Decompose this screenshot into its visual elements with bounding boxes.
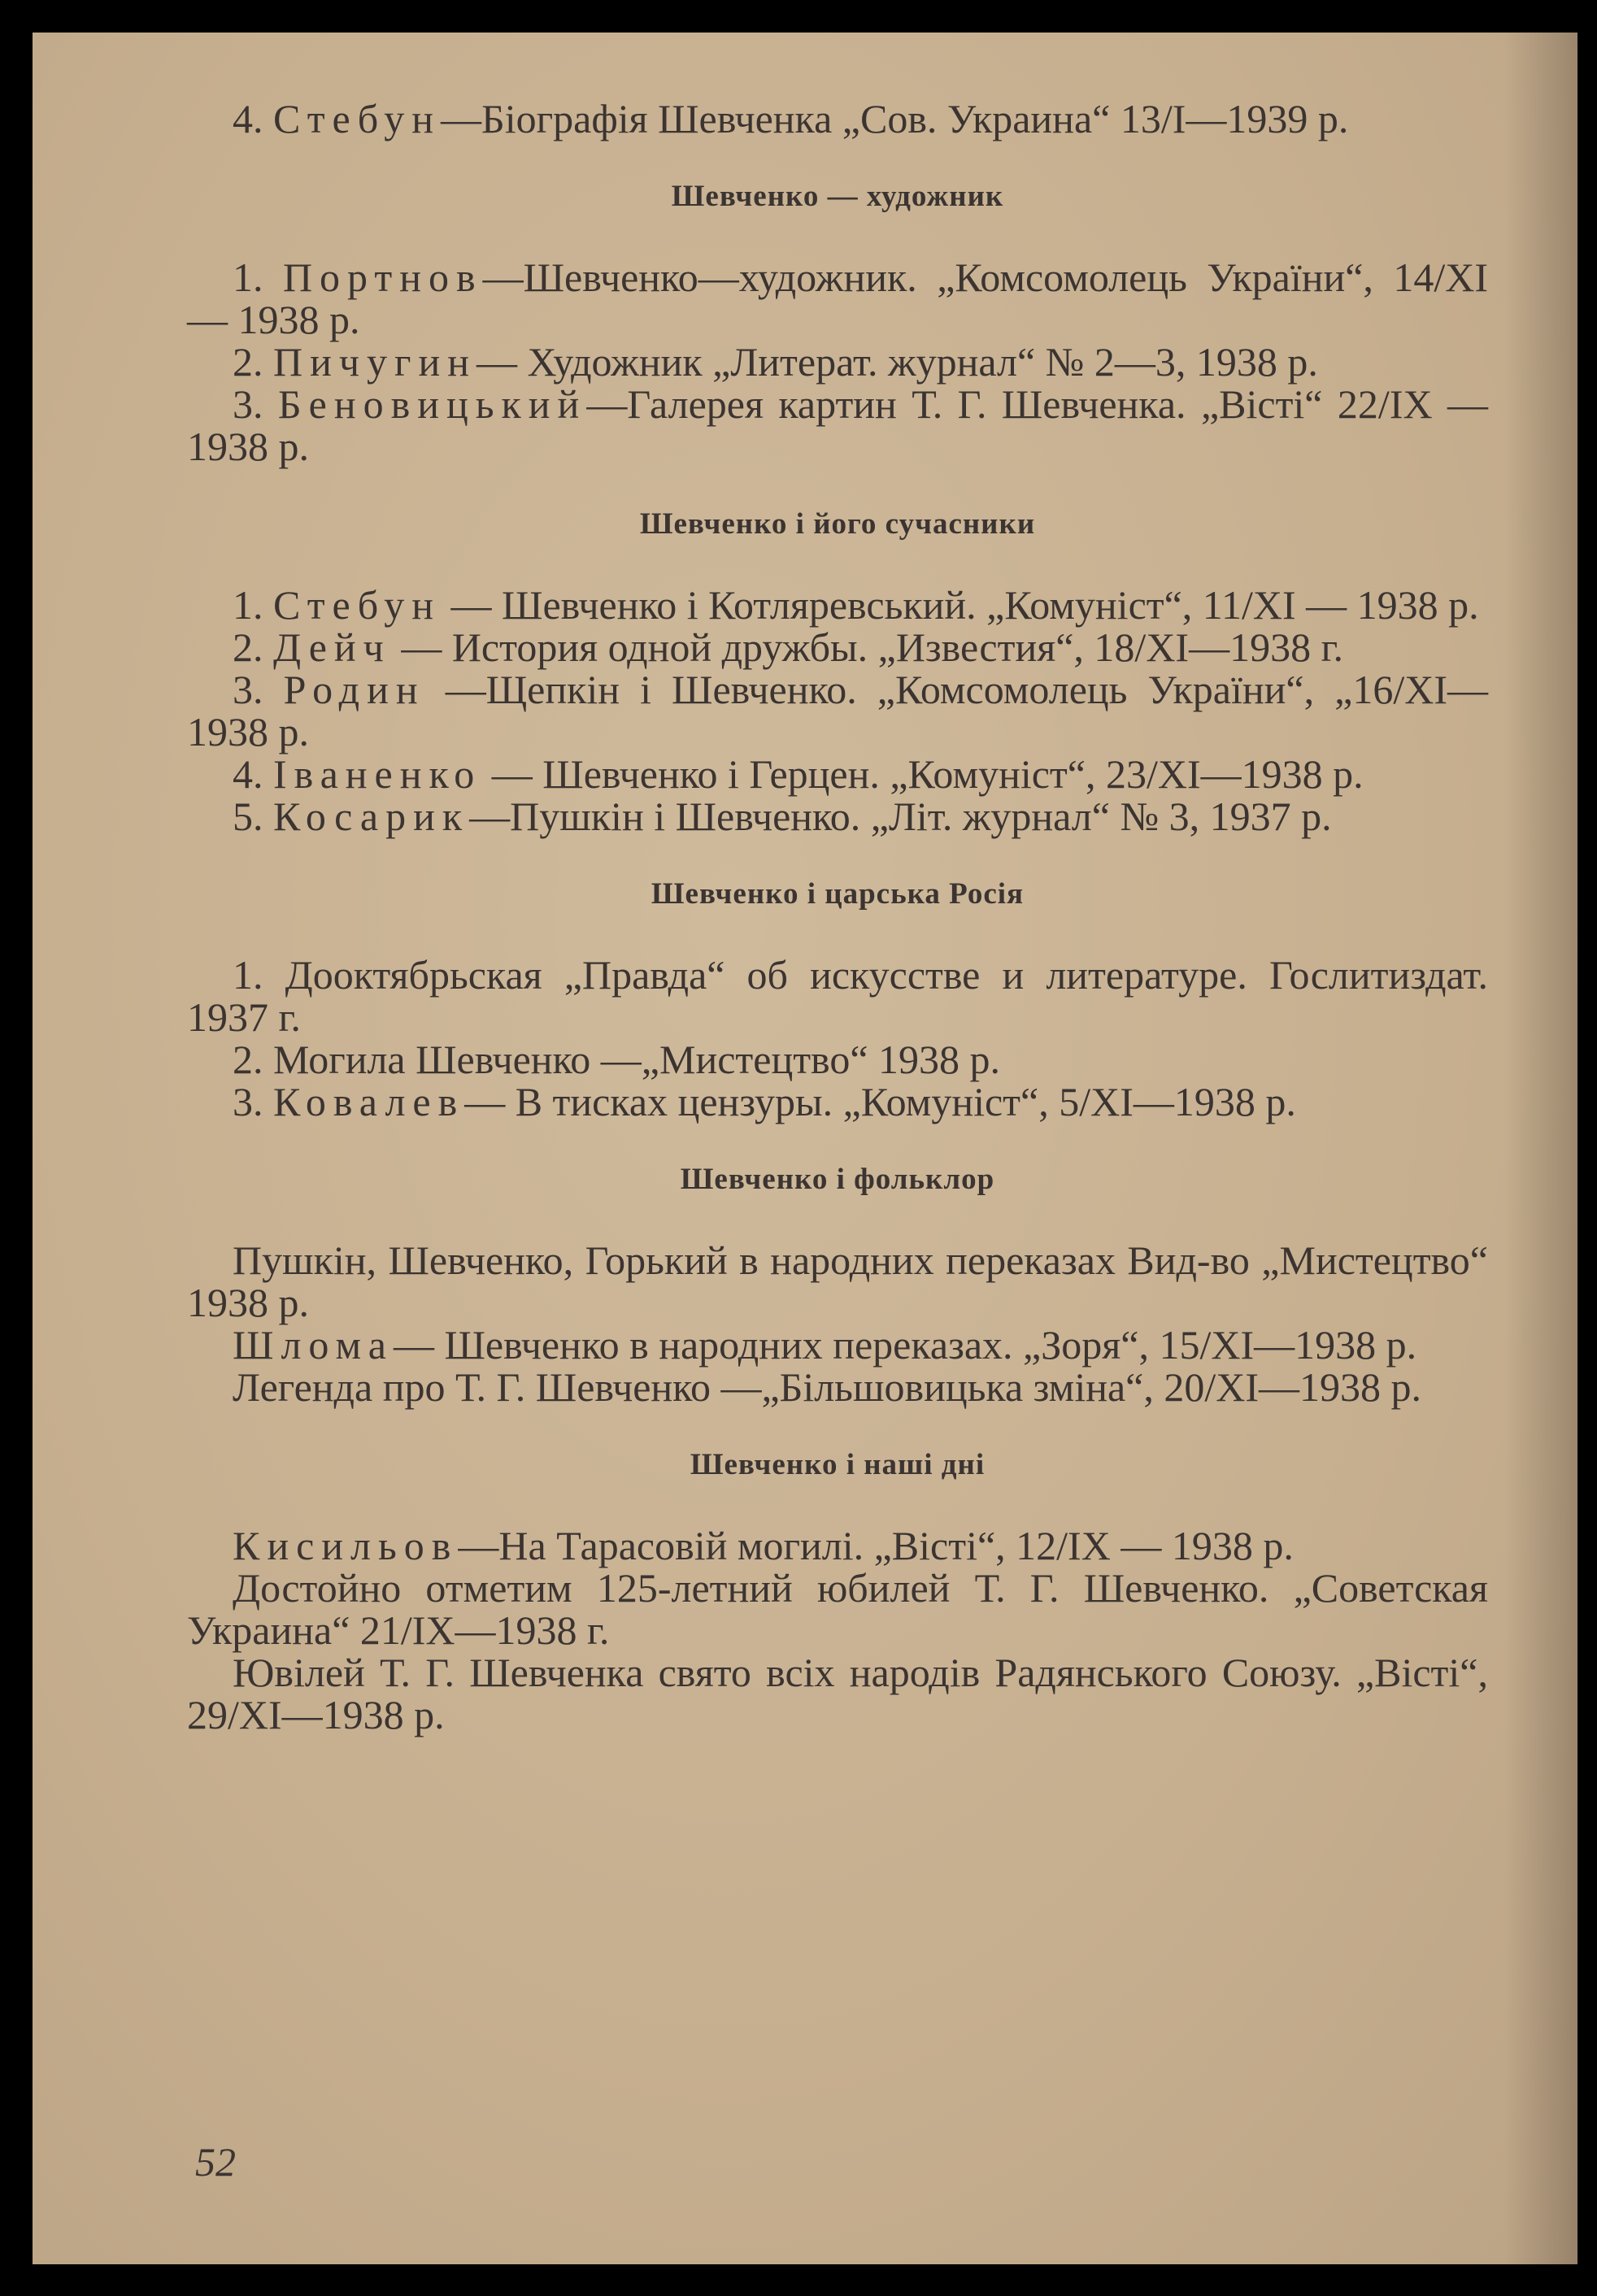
bibliography-entry <box>187 1651 1488 1736</box>
entry-text: Пушкін, Шевченко, Горький в народних переказах Вид-во „Мистецтво“ 1938 р. <box>187 1237 1488 1325</box>
section <box>187 876 1488 1123</box>
bibliography-entry <box>187 753 1488 795</box>
section <box>187 507 1488 837</box>
bibliography-entry <box>187 668 1488 753</box>
entry-text: —Галерея картин Т. Г. Шевченка. „Вісті“ 22/IX — 1938 р. <box>187 381 1488 469</box>
entry-text: —Щепкін і Шевченко. „Комсомолець України“, „16/XI—1938 р. <box>187 667 1488 754</box>
bibliography-entry <box>187 1324 1488 1366</box>
entry-author: Родин <box>283 667 425 712</box>
entry-text: Ювілей Т. Г. Шевченка свято всіх народів Радянського Союзу. „Вісті“, 29/XI—1938 р. <box>187 1650 1488 1737</box>
entry-number: 3. <box>233 667 284 712</box>
entry-author: Іваненко <box>273 751 482 797</box>
entry-number: 2. <box>233 339 273 385</box>
intro-entries <box>187 98 1488 140</box>
entry-text: 2. Могила Шевченко —„Мистецтво“ 1938 р. <box>233 1037 1001 1082</box>
entry-number: 3. <box>233 1079 273 1124</box>
page-number: 52 <box>195 2139 236 2185</box>
entry-author: Кисильов <box>233 1523 459 1568</box>
entry-author: Беновицький <box>277 381 587 427</box>
section <box>187 1162 1488 1408</box>
entry-text: — История одной дружбы. „Известия“, 18/XI—1938 г. <box>390 624 1343 670</box>
entry-number: 1. <box>233 254 283 300</box>
entry-author: Шлома <box>233 1322 394 1368</box>
section-heading: Шевченко і фольклор <box>680 1163 995 1196</box>
entry-number: 4. <box>233 751 273 797</box>
sections-container <box>187 179 1488 1736</box>
bibliography-entry <box>187 98 1488 140</box>
section-heading: Шевченко — художник <box>671 180 1004 213</box>
section-heading: Шевченко і наші дні <box>690 1448 986 1481</box>
entry-author: Дейч <box>273 624 391 670</box>
entry-text: 1. Дооктябрьская „Правда“ об искусстве и литературе. Гослитиздат. 1937 г. <box>187 952 1488 1040</box>
entry-text: —Шевченко—художник. „Комсомолець України“, 14/XI — 1938 р. <box>187 254 1488 342</box>
entry-author: Портнов <box>282 254 483 300</box>
entry-text: —Пушкін і Шевченко. „Літ. журнал“ № 3, 1937 р. <box>469 794 1332 839</box>
entry-text: Достойно отметим 125-летний юбилей Т. Г. Шевченко. „Советская Украина“ 21/IX—1938 г. <box>187 1565 1488 1653</box>
bibliography-entry <box>187 626 1488 668</box>
book-page <box>33 33 1577 2264</box>
entry-author: Стебун <box>273 582 442 628</box>
entry-number: 2. <box>233 624 273 670</box>
bibliography-entry <box>187 1239 1488 1324</box>
entry-author: Пичугин <box>273 339 477 385</box>
entry-author: Ковалев <box>273 1079 465 1124</box>
bibliography-entry <box>187 1038 1488 1081</box>
section <box>187 1447 1488 1736</box>
entry-text: — Художник „Литерат. журнал“ № 2—3, 1938 р. <box>476 339 1318 385</box>
entry-text: — Шевченко в народних переказах. „Зоря“, 15/XI—1938 р. <box>393 1322 1417 1368</box>
bibliography-entry <box>187 1366 1488 1408</box>
entry-number: 5. <box>233 794 273 839</box>
entry-text: — Шевченко і Котляревський. „Комуніст“, 11/XI — 1938 р. <box>441 582 1479 628</box>
bibliography-entry <box>187 1524 1488 1567</box>
section <box>187 179 1488 467</box>
entry-author: Стебун <box>273 96 442 141</box>
bibliography-entry <box>187 256 1488 341</box>
bibliography-entry <box>187 1081 1488 1123</box>
entry-text: —Біографія Шевченка „Сов. Украина“ 13/I—1939 р. <box>441 96 1349 141</box>
entry-number: 1. <box>233 582 273 628</box>
entry-number: 3. <box>233 381 278 427</box>
bibliography-entry <box>187 954 1488 1038</box>
bibliography-entry <box>187 341 1488 383</box>
section-heading: Шевченко і його сучасники <box>639 507 1036 541</box>
entry-number: 4. <box>233 96 273 141</box>
bibliography-entry <box>187 584 1488 626</box>
bibliography-content <box>187 98 1488 1736</box>
entry-author: Косарик <box>273 794 470 839</box>
section-heading: Шевченко і царська Росія <box>651 877 1025 911</box>
entry-text: — В тисках цензуры. „Комуніст“, 5/XI—1938 р. <box>464 1079 1296 1124</box>
bibliography-entry <box>187 795 1488 837</box>
entry-text: Легенда про Т. Г. Шевченко —„Більшовицька зміна“, 20/XI—1938 р. <box>233 1364 1422 1410</box>
entry-text: — Шевченко і Герцен. „Комуніст“, 23/XI—1938 р. <box>481 751 1364 797</box>
page-edge-shadow <box>1504 33 1577 2264</box>
bibliography-entry <box>187 383 1488 467</box>
bibliography-entry <box>187 1567 1488 1651</box>
entry-text: —На Тарасовій могилі. „Вісті“, 12/IX — 1938 р. <box>458 1523 1294 1568</box>
